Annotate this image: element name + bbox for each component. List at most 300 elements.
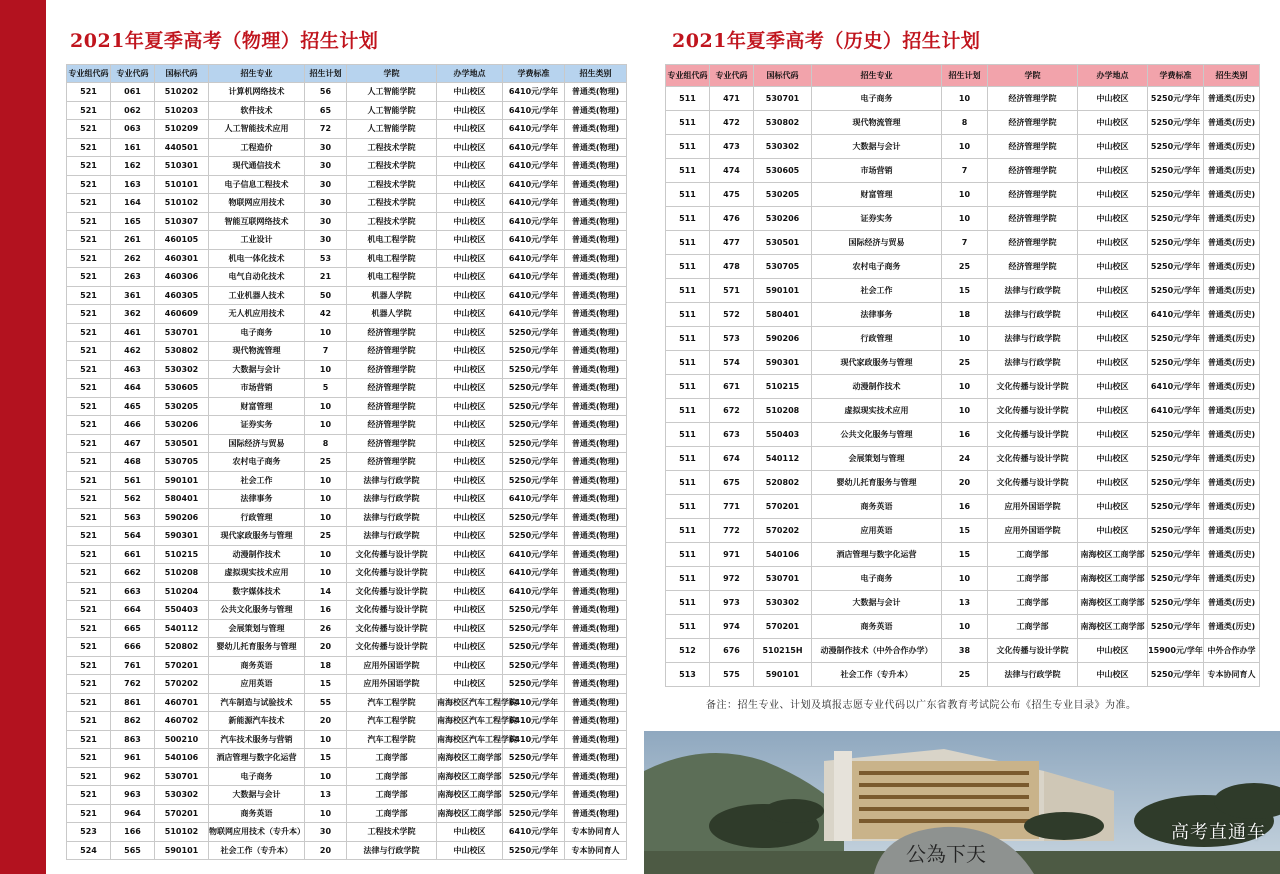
table-cell: 经济管理学院 xyxy=(347,416,437,435)
table-cell: 53 xyxy=(305,249,347,268)
table-cell: 521 xyxy=(67,767,111,786)
table-cell: 现代物流管理 xyxy=(209,342,305,361)
table-cell: 861 xyxy=(111,693,155,712)
table-cell: 540112 xyxy=(754,447,812,471)
table-cell: 511 xyxy=(666,183,710,207)
table-cell: 5250元/学年 xyxy=(1148,183,1204,207)
column-header: 招生专业 xyxy=(812,65,942,87)
table-cell: 普通类(历史) xyxy=(1204,159,1260,183)
left-red-margin-bar xyxy=(0,0,46,874)
table-cell: 511 xyxy=(666,87,710,111)
table-row xyxy=(67,453,627,472)
table-cell: 590301 xyxy=(754,351,812,375)
table-cell: 10 xyxy=(305,564,347,583)
table-cell: 10 xyxy=(942,375,988,399)
table-cell: 521 xyxy=(67,804,111,823)
table-cell: 普通类(历史) xyxy=(1204,591,1260,615)
table-cell: 6410元/学年 xyxy=(1148,399,1204,423)
table-cell: 530501 xyxy=(754,231,812,255)
table-cell: 530206 xyxy=(155,416,209,435)
table-cell: 570202 xyxy=(155,675,209,694)
table-cell: 电气自动化技术 xyxy=(209,268,305,287)
table-cell: 电子商务 xyxy=(812,87,942,111)
table-cell: 普通类(物理) xyxy=(565,379,627,398)
table-cell: 中山校区 xyxy=(437,434,503,453)
table-cell: 530705 xyxy=(754,255,812,279)
table-cell: 普通类(物理) xyxy=(565,712,627,731)
table-cell: 574 xyxy=(710,351,754,375)
table-cell: 562 xyxy=(111,490,155,509)
table-cell: 10 xyxy=(305,730,347,749)
table-cell: 26 xyxy=(305,619,347,638)
table-cell: 510204 xyxy=(155,582,209,601)
table-cell: 472 xyxy=(710,111,754,135)
table-cell: 机器人学院 xyxy=(347,305,437,324)
table-cell: 中山校区 xyxy=(1078,399,1148,423)
table-cell: 中山校区 xyxy=(1078,327,1148,351)
table-row xyxy=(67,175,627,194)
table-cell: 10 xyxy=(942,183,988,207)
table-cell: 商务英语 xyxy=(812,495,942,519)
table-cell: 16 xyxy=(942,423,988,447)
table-cell: 521 xyxy=(67,471,111,490)
table-cell: 063 xyxy=(111,120,155,139)
table-cell: 511 xyxy=(666,399,710,423)
table-cell: 5250元/学年 xyxy=(503,323,565,342)
table-cell: 电子信息工程技术 xyxy=(209,175,305,194)
table-cell: 普通类(物理) xyxy=(565,453,627,472)
table-cell: 经济管理学院 xyxy=(347,379,437,398)
table-cell: 550403 xyxy=(754,423,812,447)
table-row xyxy=(666,399,1260,423)
table-cell: 中山校区 xyxy=(437,453,503,472)
table-row xyxy=(67,120,627,139)
table-cell: 10 xyxy=(942,207,988,231)
table-cell: 中山校区 xyxy=(437,120,503,139)
table-cell: 酒店管理与数字化运营 xyxy=(209,749,305,768)
table-cell: 530302 xyxy=(754,591,812,615)
table-cell: 文化传播与设计学院 xyxy=(988,399,1078,423)
table-cell: 汽车工程学院 xyxy=(347,712,437,731)
table-cell: 中山校区 xyxy=(437,545,503,564)
table-cell: 511 xyxy=(666,327,710,351)
table-cell: 5250元/学年 xyxy=(503,397,565,416)
table-cell: 511 xyxy=(666,423,710,447)
table-cell: 30 xyxy=(305,138,347,157)
table-cell: 511 xyxy=(666,615,710,639)
table-row xyxy=(67,786,627,805)
table-cell: 中山校区 xyxy=(437,194,503,213)
table-cell: 25 xyxy=(942,351,988,375)
table-cell: 工商学部 xyxy=(988,567,1078,591)
table-cell: 661 xyxy=(111,545,155,564)
table-cell: 6410元/学年 xyxy=(503,249,565,268)
table-cell: 人工智能学院 xyxy=(347,83,437,102)
table-row xyxy=(67,749,627,768)
table-cell: 中山校区 xyxy=(437,268,503,287)
table-cell: 工程技术学院 xyxy=(347,823,437,842)
table-cell: 中山校区 xyxy=(437,564,503,583)
table-cell: 普通类(物理) xyxy=(565,416,627,435)
table-cell: 经济管理学院 xyxy=(988,207,1078,231)
table-cell: 55 xyxy=(305,693,347,712)
table-cell: 工程技术学院 xyxy=(347,194,437,213)
table-cell: 法律事务 xyxy=(209,490,305,509)
table-cell: 普通类(物理) xyxy=(565,675,627,694)
table-cell: 521 xyxy=(67,397,111,416)
table-cell: 540106 xyxy=(155,749,209,768)
table-cell: 南海校区汽车工程学院 xyxy=(437,693,503,712)
table-cell: 570201 xyxy=(155,656,209,675)
table-cell: 5250元/学年 xyxy=(503,675,565,694)
table-cell: 人工智能学院 xyxy=(347,101,437,120)
table-cell: 南海校区汽车工程学院 xyxy=(437,730,503,749)
table-row xyxy=(666,447,1260,471)
table-row xyxy=(67,527,627,546)
table-cell: 国际经济与贸易 xyxy=(209,434,305,453)
table-cell: 164 xyxy=(111,194,155,213)
table-row xyxy=(666,279,1260,303)
table-cell: 521 xyxy=(67,323,111,342)
table-cell: 普通类(历史) xyxy=(1204,231,1260,255)
history-plan-title: 2021年夏季高考（历史）招生计划 xyxy=(672,30,981,52)
table-cell: 5250元/学年 xyxy=(1148,567,1204,591)
table-cell: 38 xyxy=(942,639,988,663)
table-cell: 中山校区 xyxy=(1078,663,1148,687)
table-cell: 普通类(物理) xyxy=(565,249,627,268)
table-cell: 经济管理学院 xyxy=(347,360,437,379)
table-cell: 大数据与会计 xyxy=(812,135,942,159)
table-cell: 521 xyxy=(67,120,111,139)
table-cell: 460701 xyxy=(155,693,209,712)
table-cell: 20 xyxy=(305,712,347,731)
table-cell: 中山校区 xyxy=(1078,159,1148,183)
table-cell: 590301 xyxy=(155,527,209,546)
table-row xyxy=(666,495,1260,519)
table-cell: 南海校区工商学部 xyxy=(1078,567,1148,591)
table-cell: 7 xyxy=(942,231,988,255)
table-cell: 普通类(历史) xyxy=(1204,135,1260,159)
table-cell: 工商学部 xyxy=(347,749,437,768)
table-cell: 应用英语 xyxy=(209,675,305,694)
table-cell: 专本协同育人 xyxy=(565,841,627,860)
table-cell: 25 xyxy=(305,453,347,472)
table-cell: 962 xyxy=(111,767,155,786)
table-cell: 462 xyxy=(111,342,155,361)
table-cell: 中山校区 xyxy=(437,471,503,490)
table-row xyxy=(67,564,627,583)
table-cell: 6410元/学年 xyxy=(503,490,565,509)
table-cell: 461 xyxy=(111,323,155,342)
table-cell: 263 xyxy=(111,268,155,287)
table-cell: 14 xyxy=(305,582,347,601)
column-header: 学院 xyxy=(988,65,1078,87)
table-cell: 机电工程学院 xyxy=(347,231,437,250)
table-cell: 580401 xyxy=(754,303,812,327)
table-cell: 文化传播与设计学院 xyxy=(988,639,1078,663)
table-cell: 中山校区 xyxy=(1078,87,1148,111)
table-cell: 工商学部 xyxy=(347,786,437,805)
table-cell: 中山校区 xyxy=(437,138,503,157)
table-cell: 机电工程学院 xyxy=(347,249,437,268)
table-cell: 572 xyxy=(710,303,754,327)
table-cell: 475 xyxy=(710,183,754,207)
table-cell: 普通类(物理) xyxy=(565,786,627,805)
table-cell: 中山校区 xyxy=(1078,495,1148,519)
table-cell: 674 xyxy=(710,447,754,471)
table-cell: 18 xyxy=(942,303,988,327)
table-cell: 南海校区工商学部 xyxy=(1078,591,1148,615)
table-cell: 5250元/学年 xyxy=(503,453,565,472)
table-row xyxy=(666,471,1260,495)
table-cell: 中山校区 xyxy=(1078,351,1148,375)
table-row xyxy=(666,111,1260,135)
table-cell: 经济管理学院 xyxy=(988,183,1078,207)
table-cell: 法律与行政学院 xyxy=(347,508,437,527)
table-cell: 计算机网络技术 xyxy=(209,83,305,102)
table-row xyxy=(67,841,627,860)
table-cell: 动漫制作技术 xyxy=(812,375,942,399)
table-cell: 165 xyxy=(111,212,155,231)
table-row xyxy=(666,159,1260,183)
table-cell: 511 xyxy=(666,591,710,615)
column-header: 学费标准 xyxy=(503,65,565,83)
table-cell: 文化传播与设计学院 xyxy=(988,375,1078,399)
table-cell: 6410元/学年 xyxy=(503,175,565,194)
table-row xyxy=(67,767,627,786)
table-cell: 中山校区 xyxy=(437,157,503,176)
table-cell: 521 xyxy=(67,675,111,694)
table-cell: 510215H xyxy=(754,639,812,663)
table-cell: 普通类(历史) xyxy=(1204,423,1260,447)
table-cell: 521 xyxy=(67,527,111,546)
table-cell: 5250元/学年 xyxy=(503,342,565,361)
table-cell: 6410元/学年 xyxy=(503,564,565,583)
table-cell: 65 xyxy=(305,101,347,120)
table-cell: 50 xyxy=(305,286,347,305)
table-cell: 25 xyxy=(942,255,988,279)
table-cell: 普通类(物理) xyxy=(565,471,627,490)
table-row xyxy=(67,675,627,694)
table-cell: 应用外国语学院 xyxy=(347,656,437,675)
column-header: 办学地点 xyxy=(1078,65,1148,87)
table-cell: 5250元/学年 xyxy=(1148,447,1204,471)
table-cell: 市场营销 xyxy=(209,379,305,398)
table-cell: 工商学部 xyxy=(988,591,1078,615)
table-cell: 163 xyxy=(111,175,155,194)
table-row xyxy=(67,619,627,638)
table-cell: 521 xyxy=(67,83,111,102)
table-cell: 10 xyxy=(305,471,347,490)
table-cell: 510101 xyxy=(155,175,209,194)
table-cell: 5250元/学年 xyxy=(503,434,565,453)
table-cell: 中山校区 xyxy=(1078,639,1148,663)
table-cell: 761 xyxy=(111,656,155,675)
table-row xyxy=(67,545,627,564)
table-row xyxy=(666,423,1260,447)
table-cell: 中山校区 xyxy=(437,490,503,509)
table-cell: 5 xyxy=(305,379,347,398)
table-cell: 675 xyxy=(710,471,754,495)
table-cell: 6410元/学年 xyxy=(503,545,565,564)
table-cell: 590101 xyxy=(754,279,812,303)
table-cell: 中山校区 xyxy=(437,527,503,546)
table-cell: 经济管理学院 xyxy=(347,323,437,342)
table-cell: 普通类(物理) xyxy=(565,268,627,287)
table-cell: 15 xyxy=(942,519,988,543)
table-cell: 5250元/学年 xyxy=(1148,543,1204,567)
table-cell: 普通类(历史) xyxy=(1204,87,1260,111)
column-header: 国标代码 xyxy=(155,65,209,83)
table-cell: 6410元/学年 xyxy=(503,305,565,324)
table-cell: 550403 xyxy=(155,601,209,620)
table-row xyxy=(666,255,1260,279)
table-cell: 20 xyxy=(305,638,347,657)
table-cell: 专本协同育人 xyxy=(1204,663,1260,687)
table-cell: 570201 xyxy=(155,804,209,823)
table-cell: 972 xyxy=(710,567,754,591)
table-cell: 5250元/学年 xyxy=(1148,255,1204,279)
table-cell: 汽车技术服务与营销 xyxy=(209,730,305,749)
table-cell: 7 xyxy=(305,342,347,361)
table-cell: 现代家政服务与管理 xyxy=(209,527,305,546)
table-cell: 普通类(历史) xyxy=(1204,255,1260,279)
table-cell: 电子商务 xyxy=(812,567,942,591)
table-cell: 中山校区 xyxy=(437,286,503,305)
table-cell: 工商学部 xyxy=(988,615,1078,639)
table-cell: 中山校区 xyxy=(1078,207,1148,231)
table-cell: 521 xyxy=(67,712,111,731)
table-cell: 社会工作 xyxy=(209,471,305,490)
table-cell: 6410元/学年 xyxy=(503,231,565,250)
table-cell: 521 xyxy=(67,231,111,250)
table-cell: 5250元/学年 xyxy=(1148,279,1204,303)
table-cell: 6410元/学年 xyxy=(503,823,565,842)
table-cell: 524 xyxy=(67,841,111,860)
table-cell: 15 xyxy=(305,675,347,694)
table-cell: 证券实务 xyxy=(209,416,305,435)
table-cell: 普通类(物理) xyxy=(565,286,627,305)
table-cell: 471 xyxy=(710,87,754,111)
table-cell: 510208 xyxy=(754,399,812,423)
table-cell: 5250元/学年 xyxy=(1148,135,1204,159)
table-cell: 社会工作（专升本） xyxy=(209,841,305,860)
table-cell: 文化传播与设计学院 xyxy=(347,582,437,601)
table-cell: 法律与行政学院 xyxy=(988,279,1078,303)
table-cell: 5250元/学年 xyxy=(503,841,565,860)
table-cell: 467 xyxy=(111,434,155,453)
table-cell: 工业机器人技术 xyxy=(209,286,305,305)
table-cell: 580401 xyxy=(155,490,209,509)
table-cell: 普通类(历史) xyxy=(1204,303,1260,327)
table-cell: 520802 xyxy=(754,471,812,495)
table-cell: 564 xyxy=(111,527,155,546)
table-cell: 25 xyxy=(305,527,347,546)
table-row xyxy=(67,656,627,675)
table-cell: 5250元/学年 xyxy=(1148,495,1204,519)
table-cell: 中山校区 xyxy=(437,101,503,120)
table-cell: 普通类(物理) xyxy=(565,619,627,638)
table-cell: 8 xyxy=(942,111,988,135)
table-cell: 530701 xyxy=(155,767,209,786)
table-cell: 474 xyxy=(710,159,754,183)
table-row xyxy=(67,194,627,213)
table-cell: 文化传播与设计学院 xyxy=(988,471,1078,495)
table-cell: 普通类(物理) xyxy=(565,434,627,453)
table-cell: 061 xyxy=(111,83,155,102)
table-cell: 农村电子商务 xyxy=(812,255,942,279)
table-cell: 478 xyxy=(710,255,754,279)
table-cell: 普通类(物理) xyxy=(565,693,627,712)
table-cell: 511 xyxy=(666,351,710,375)
table-cell: 971 xyxy=(710,543,754,567)
table-cell: 汽车制造与试验技术 xyxy=(209,693,305,712)
table-cell: 521 xyxy=(67,656,111,675)
column-header: 专业代码 xyxy=(111,65,155,83)
table-cell: 511 xyxy=(666,303,710,327)
table-row xyxy=(666,663,1260,687)
table-cell: 中山校区 xyxy=(437,212,503,231)
table-cell: 6410元/学年 xyxy=(503,286,565,305)
table-cell: 5250元/学年 xyxy=(503,767,565,786)
table-cell: 10 xyxy=(942,399,988,423)
table-cell: 511 xyxy=(666,159,710,183)
table-cell: 南海校区汽车工程学院 xyxy=(437,712,503,731)
table-cell: 521 xyxy=(67,286,111,305)
table-cell: 法律与行政学院 xyxy=(347,490,437,509)
table-cell: 中山校区 xyxy=(437,231,503,250)
table-cell: 521 xyxy=(67,416,111,435)
table-cell: 521 xyxy=(67,157,111,176)
table-cell: 普通类(历史) xyxy=(1204,447,1260,471)
table-cell: 应用外国语学院 xyxy=(988,519,1078,543)
table-cell: 511 xyxy=(666,375,710,399)
table-cell: 虚拟现实技术应用 xyxy=(812,399,942,423)
table-cell: 13 xyxy=(305,786,347,805)
column-header: 专业组代码 xyxy=(666,65,710,87)
table-cell: 520802 xyxy=(155,638,209,657)
table-cell: 521 xyxy=(67,434,111,453)
table-cell: 5250元/学年 xyxy=(503,619,565,638)
table-cell: 521 xyxy=(67,249,111,268)
table-cell: 512 xyxy=(666,639,710,663)
table-cell: 510215 xyxy=(754,375,812,399)
table-cell: 20 xyxy=(942,471,988,495)
table-cell: 771 xyxy=(710,495,754,519)
table-cell: 530701 xyxy=(754,567,812,591)
table-cell: 物联网应用技术（专升本） xyxy=(209,823,305,842)
column-header: 国标代码 xyxy=(754,65,812,87)
table-cell: 477 xyxy=(710,231,754,255)
history-plan-table xyxy=(665,64,1260,687)
table-cell: 中山校区 xyxy=(437,841,503,860)
table-cell: 468 xyxy=(111,453,155,472)
table-cell: 南海校区工商学部 xyxy=(437,786,503,805)
table-cell: 530205 xyxy=(754,183,812,207)
table-cell: 464 xyxy=(111,379,155,398)
table-cell: 590101 xyxy=(155,841,209,860)
table-cell: 5250元/学年 xyxy=(503,360,565,379)
table-cell: 电子商务 xyxy=(209,767,305,786)
table-cell: 工业设计 xyxy=(209,231,305,250)
table-cell: 510202 xyxy=(155,83,209,102)
table-cell: 经济管理学院 xyxy=(988,111,1078,135)
table-cell: 530802 xyxy=(155,342,209,361)
table-cell: 普通类(历史) xyxy=(1204,567,1260,591)
table-cell: 法律与行政学院 xyxy=(347,841,437,860)
table-cell: 10 xyxy=(305,490,347,509)
table-cell: 440501 xyxy=(155,138,209,157)
